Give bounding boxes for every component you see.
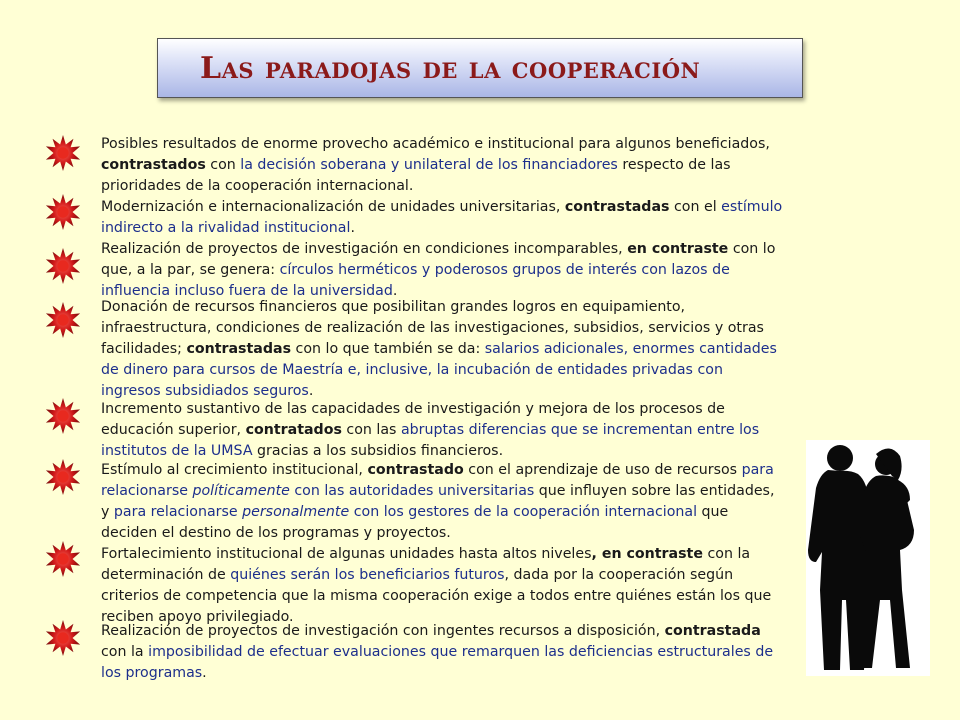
text-segment: Fortalecimiento institucional de algunas unidades hasta altos niveles [101,546,592,562]
text-segment: , en contraste [591,546,703,562]
star-bullet-icon [44,397,82,435]
text-segment: contrastado [367,462,464,478]
text-segment: con las autoridades universitarias [289,483,535,499]
text-segment: círculos herméticos y poderosos grupos de interés con lazos de influencia incluso fuera de la universidad [101,262,730,299]
text-segment: contrastadas [186,341,292,357]
star-bullet-icon [44,301,82,339]
text-segment: gracias a los subsidios financieros. [252,443,504,459]
text-segment: con la [101,644,149,660]
text-segment: . [308,383,314,399]
text-segment: quiénes serán los beneficiarios futuros [230,567,505,583]
text-segment: Donación de recursos financieros que posibilitan grandes logros en equipamiento, infraestructura, condiciones de realización de las investigaciones, subsidios, servicios y otras facilidades; [101,299,764,357]
star-bullet-icon [44,193,82,231]
text-segment: salarios adicionales, enormes cantidades de dinero para cursos de Maestría e, inclusive, la incubación de entidades privadas con ingresos subsidiados seguros [101,341,777,399]
list-item-text [101,460,785,544]
page-title: Las paradojas de la cooperación [200,51,701,86]
text-segment: contratados [245,422,342,438]
text-segment: con las [341,422,401,438]
text-segment: estímulo indirecto a la rivalidad institucional [101,199,783,236]
text-segment: para relacionarse [101,462,774,499]
text-segment: Modernización e internacionalización de unidades universitarias, [101,199,565,215]
text-segment: políticamente [192,483,290,499]
star-bullet-icon [44,134,82,172]
text-segment: contrastadas [564,199,670,215]
text-segment: Realización de proyectos de investigación con ingentes recursos a disposición, [101,623,665,639]
list-item-text [101,239,785,302]
text-segment: Estímulo al crecimiento institucional, [101,462,368,478]
list-item-text [101,197,785,239]
star-bullet-icon [44,619,82,657]
text-segment: en contraste [627,241,729,257]
text-segment: con lo que también se da: [291,341,485,357]
text-segment: que deciden el destino de los programas y proyectos. [101,504,729,541]
text-segment: respecto de las prioridades de la cooperación internacional. [101,157,731,194]
list-item-text [101,399,785,462]
text-segment: contrastada [664,623,761,639]
list-item-text [101,134,785,197]
text-segment: con los gestores de la cooperación internacional [349,504,698,520]
text-segment: contrastados [101,157,206,173]
list-item-text [101,621,785,684]
text-segment: . [350,220,355,236]
star-bullet-icon [44,458,82,496]
text-segment: con [205,157,241,173]
text-segment: con el [669,199,722,215]
text-segment: con el aprendizaje de uso de recursos [463,462,742,478]
text-segment: para relacionarse [113,504,243,520]
list-item-text [101,297,785,402]
text-segment: abruptas diferencias que se incrementan entre los institutos de la UMSA [101,422,760,459]
text-segment: , dada por la cooperación según criterios de competencia que la misma cooperación exige a todos entre quiénes están los que reciben apoyo privilegiado. [101,567,772,625]
text-segment: personalmente [242,504,350,520]
text-segment: . [202,665,207,681]
couple-silhouette-image [806,440,930,676]
star-bullet-icon [44,247,82,285]
text-segment: imposibilidad de efectuar evaluaciones que remarquen las deficiencias estructurales de los programas [101,644,774,681]
text-segment: Realización de proyectos de investigación en condiciones incomparables, [101,241,628,257]
text-segment: . [392,283,398,299]
text-segment: que influyen sobre las entidades, y [101,483,775,520]
list-item-text [101,544,785,628]
text-segment: Posibles resultados de enorme provecho académico e institucional para algunos beneficiados, [101,136,770,152]
text-segment: con la determinación de [101,546,751,583]
star-bullet-icon [44,540,82,578]
text-segment: la decisión soberana y unilateral de los financiadores [240,157,618,173]
text-segment: Incremento sustantivo de las capacidades de investigación y mejora de los procesos de educación superior, [101,401,725,438]
text-segment: con lo que, a la par, se genera: [101,241,776,278]
